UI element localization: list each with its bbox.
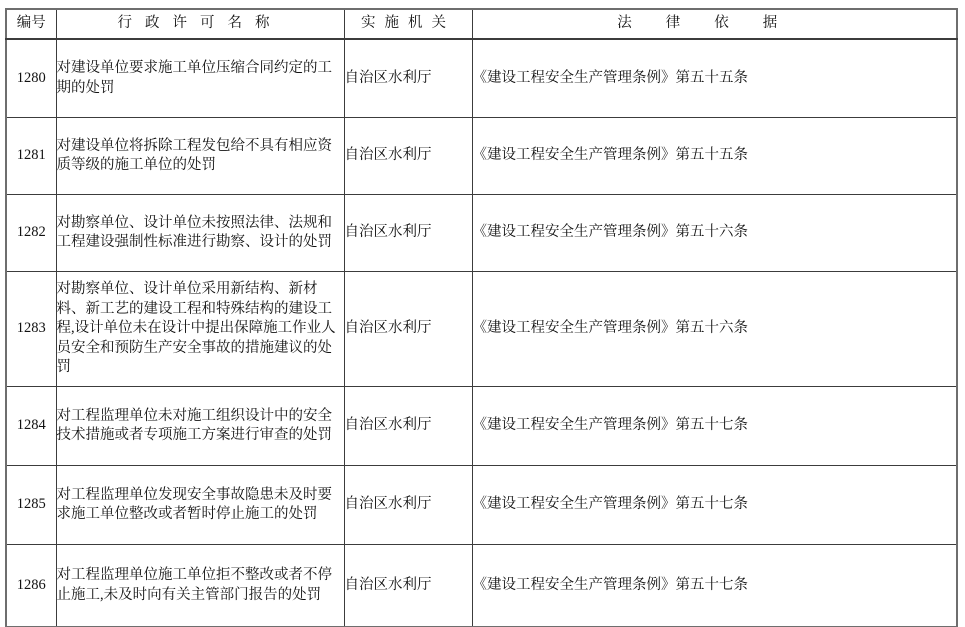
row-permit-name: 对勘察单位、设计单位未按照法律、法规和工程建设强制性标准进行勘察、设计的处罚	[56, 195, 344, 272]
row-id: 1280	[6, 39, 56, 118]
row-id: 1281	[6, 118, 56, 195]
col-header-agency-label: 实施机关	[361, 15, 455, 32]
row-id: 1282	[6, 195, 56, 272]
table-row	[6, 39, 957, 118]
col-header-agency	[344, 9, 472, 39]
col-header-basis	[472, 9, 957, 39]
col-header-name	[56, 9, 344, 39]
row-agency: 自治区水利厅	[344, 272, 472, 387]
row-legal-basis: 《建设工程安全生产管理条例》第五十五条	[472, 118, 957, 195]
row-permit-name: 对建设单位要求施工单位压缩合同约定的工期的处罚	[56, 39, 344, 118]
row-agency: 自治区水利厅	[344, 545, 472, 627]
row-permit-name: 对建设单位将拆除工程发包给不具有相应资质等级的施工单位的处罚	[56, 118, 344, 195]
table-row	[6, 195, 957, 272]
row-permit-name: 对勘察单位、设计单位采用新结构、新材料、新工艺的建设工程和特殊结构的建设工程,设计单位未在设计中提出保障施工作业人员安全和预防生产安全事故的措施建议的处罚	[56, 272, 344, 387]
row-permit-name: 对工程监理单位发现安全事故隐患未及时要求施工单位整改或者暂时停止施工的处罚	[56, 466, 344, 545]
row-agency: 自治区水利厅	[344, 387, 472, 466]
col-header-name-label: 行政许可名称	[117, 15, 283, 32]
col-header-basis-label: 法律依据	[617, 15, 812, 32]
row-id: 1286	[6, 545, 56, 627]
table-row	[6, 466, 957, 545]
row-permit-name: 对工程监理单位未对施工组织设计中的安全技术措施或者专项施工方案进行审查的处罚	[56, 387, 344, 466]
row-permit-name: 对工程监理单位施工单位拒不整改或者不停止施工,未及时向有关主管部门报告的处罚	[56, 545, 344, 627]
row-agency: 自治区水利厅	[344, 39, 472, 118]
table-row	[6, 118, 957, 195]
row-id: 1285	[6, 466, 56, 545]
row-legal-basis: 《建设工程安全生产管理条例》第五十七条	[472, 466, 957, 545]
table-row	[6, 545, 957, 627]
table-row	[6, 272, 957, 387]
row-agency: 自治区水利厅	[344, 195, 472, 272]
row-legal-basis: 《建设工程安全生产管理条例》第五十六条	[472, 195, 957, 272]
row-legal-basis: 《建设工程安全生产管理条例》第五十七条	[472, 387, 957, 466]
row-agency: 自治区水利厅	[344, 118, 472, 195]
row-id: 1284	[6, 387, 56, 466]
row-legal-basis: 《建设工程安全生产管理条例》第五十七条	[472, 545, 957, 627]
table-row	[6, 387, 957, 466]
col-header-id: 编号	[6, 9, 56, 39]
table-header-row	[6, 9, 957, 39]
row-legal-basis: 《建设工程安全生产管理条例》第五十六条	[472, 272, 957, 387]
row-id: 1283	[6, 272, 56, 387]
row-agency: 自治区水利厅	[344, 466, 472, 545]
permit-table	[5, 8, 958, 627]
row-legal-basis: 《建设工程安全生产管理条例》第五十五条	[472, 39, 957, 118]
